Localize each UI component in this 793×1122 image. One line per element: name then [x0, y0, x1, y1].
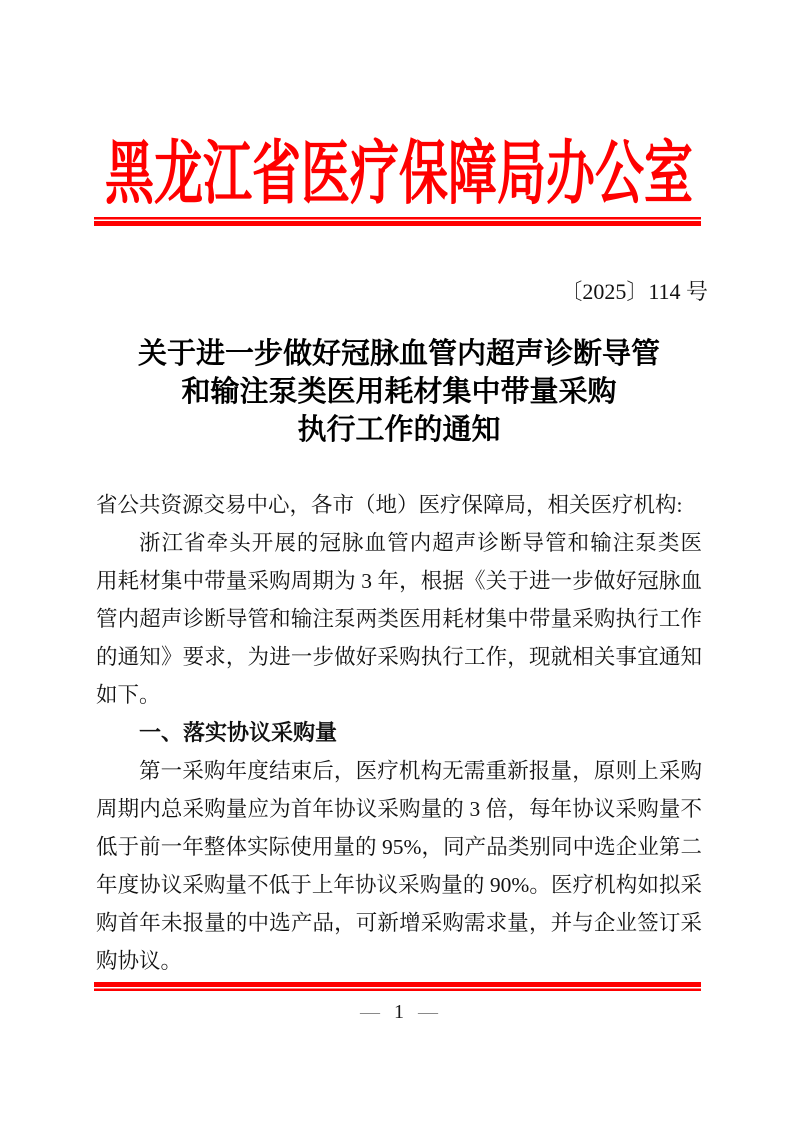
letterhead-org-title: 黑龙江省医疗保障局办公室 — [104, 134, 693, 213]
footer-red-rule — [94, 982, 701, 991]
body-line: 第一采购年度结束后，医疗机构无需重新报量，原则上采购 — [139, 759, 702, 783]
body-line: 低于前一年整体实际使用量的 95%，同产品类别同中选企业第二 — [96, 835, 702, 859]
document-title-line-3: 执行工作的通知 — [297, 414, 501, 446]
body-line: 购首年未报量的中选产品，可新增采购需求量，并与企业签订采 — [96, 911, 702, 935]
section-heading-1: 一、落实协议采购量 — [139, 720, 338, 745]
document-title — [96, 335, 702, 449]
page-number-dash-right: — — [418, 1001, 438, 1023]
page-number-value: 1 — [394, 1001, 404, 1023]
letterhead-red-rule — [94, 217, 701, 226]
body-line: 购协议。 — [96, 949, 183, 973]
document-number: 〔2025〕114 号 — [560, 279, 708, 304]
body-line: 周期内总采购量应为首年协议采购量的 3 倍，每年协议采购量不 — [96, 797, 702, 821]
page-number-dash-left: — — [360, 1001, 380, 1023]
body-line: 如下。 — [96, 683, 161, 707]
body-salutation: 省公共资源交易中心，各市（地）医疗保障局，相关医疗机构: — [96, 493, 683, 517]
page-number — [96, 1000, 702, 1024]
document-title-line-1: 关于进一步做好冠脉血管内超声诊断导管 — [137, 338, 660, 370]
document-body — [96, 486, 702, 980]
body-line: 用耗材集中带量采购周期为 3 年，根据《关于进一步做好冠脉血 — [96, 569, 702, 593]
document-title-line-2: 和输注泵类医用耗材集中带量采购 — [181, 376, 617, 408]
body-line: 年度协议采购量不低于上年协议采购量的 90%。医疗机构如拟采 — [96, 873, 702, 897]
body-line: 管内超声诊断导管和输注泵两类医用耗材集中带量采购执行工作 — [96, 607, 702, 631]
body-line: 浙江省牵头开展的冠脉血管内超声诊断导管和输注泵类医 — [139, 531, 702, 555]
body-line: 的通知》要求，为进一步做好采购执行工作，现就相关事宜通知 — [96, 645, 702, 669]
